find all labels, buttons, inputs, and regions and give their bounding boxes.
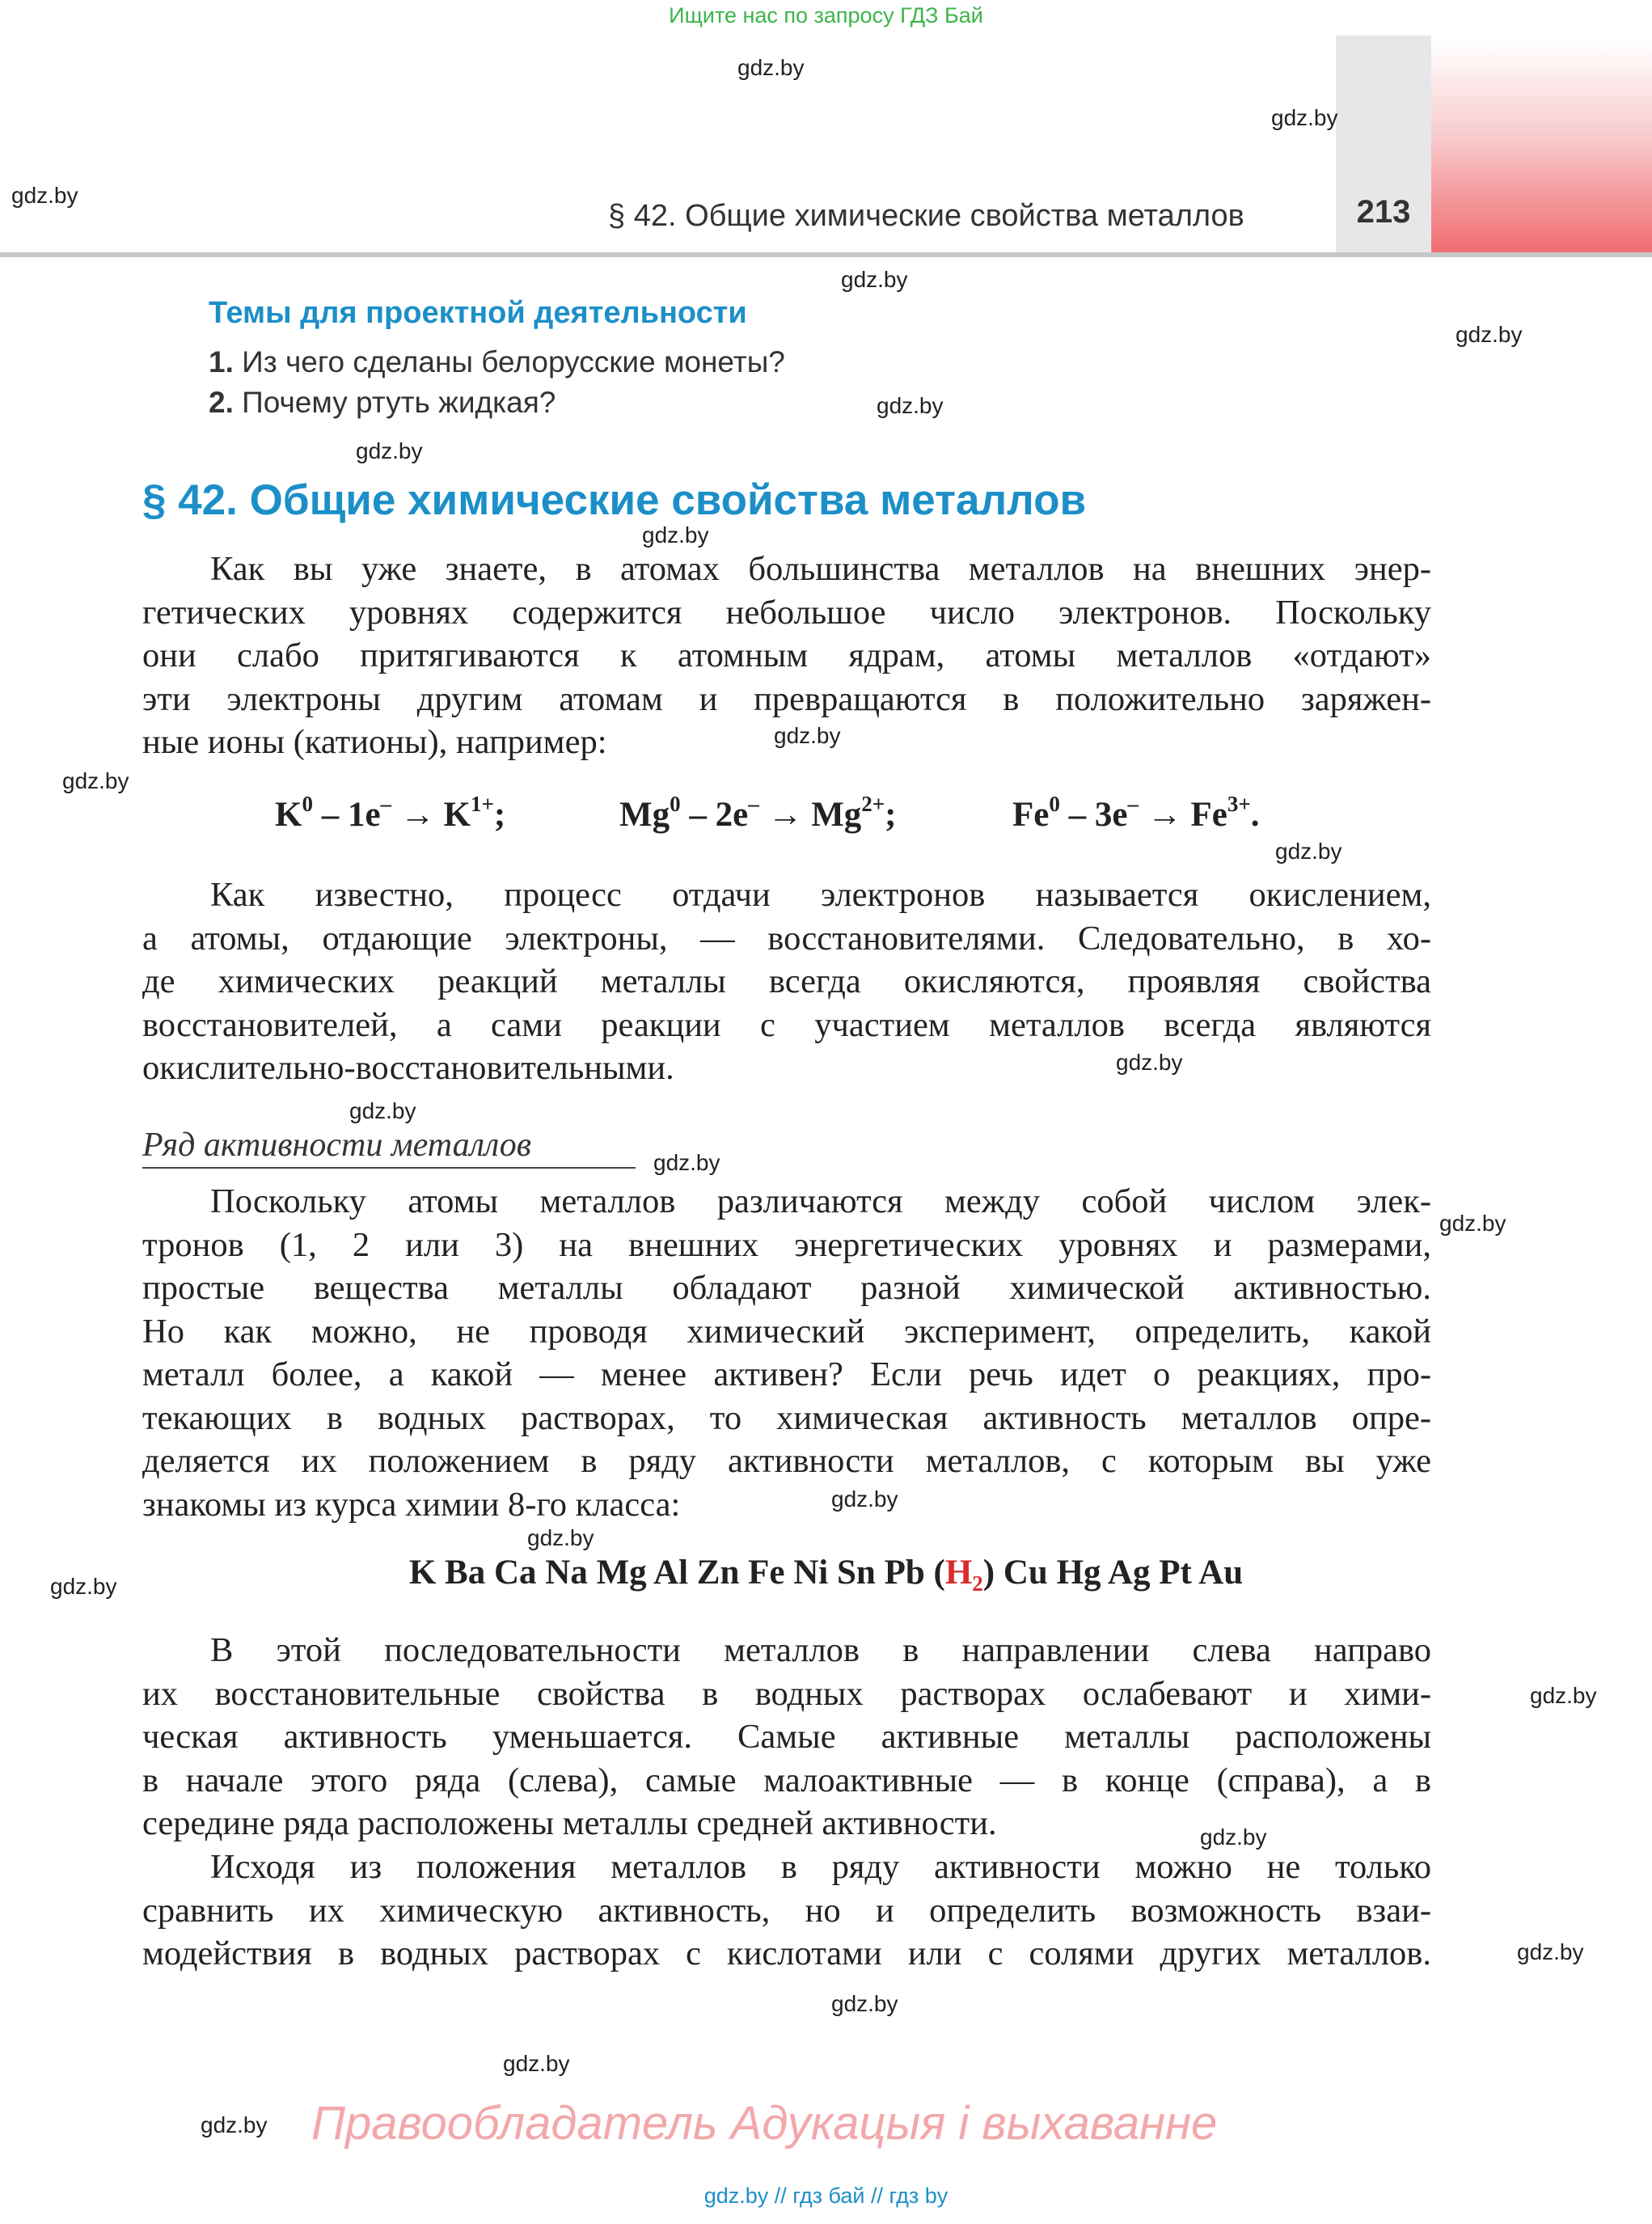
text-line: В этой последовательности металлов в направлении слева направо xyxy=(210,1631,1431,1669)
text-line: знакомы из курса химии 8-го класса: xyxy=(142,1485,681,1524)
watermark: gdz.by xyxy=(201,2112,268,2137)
text-line: восстановителей, а сами реакции с участием металлов всегда являются xyxy=(142,1005,1431,1044)
watermark: gdz.by xyxy=(642,522,709,548)
equation-potassium: $K^0 - 1e^- \to K^{1+}$; xyxy=(275,792,506,834)
text-line: сравнить их химическую активность, но и определить возможность взаи- xyxy=(142,1891,1431,1930)
watermark: gdz.by xyxy=(11,183,78,208)
text-line: Как вы уже знаете, в атомах большинства металлов на внешних энер- xyxy=(210,550,1431,588)
text-line: Но как можно, не проводя химический эксперимент, определить, какой xyxy=(142,1312,1431,1351)
watermark: gdz.by xyxy=(1200,1824,1267,1850)
text-line: в начале этого ряда (слева), самые малоактивные — в конце (справа), а в xyxy=(142,1761,1431,1799)
text-line: середине ряда расположены металлы средней активности. xyxy=(142,1804,997,1842)
watermark: gdz.by xyxy=(774,723,841,748)
equation-magnesium: $Mg^0 - 2e^- \to Mg^{2+}$; xyxy=(619,792,897,834)
project-topic-text: Почему ртуть жидкая? xyxy=(242,386,556,419)
footer-links[interactable]: gdz.by // гдз бай // гдз by xyxy=(703,2184,949,2208)
watermark: gdz.by xyxy=(841,267,908,292)
activity-series: K Ba Ca Na Mg Al Zn Fe Ni Sn Pb $(H_2)$ Cu Hg Ag Pt Au xyxy=(408,1554,1244,1596)
text-line: модействия в водных растворах с кислотами или с солями других металлов. xyxy=(142,1934,1431,1972)
text-line: простые вещества металлы обладают разной химической активностью. xyxy=(142,1269,1431,1307)
watermark: gdz.by xyxy=(1275,839,1342,864)
text-line: металл более, а какой — менее активен? Если речь идет о реакциях, про- xyxy=(142,1355,1431,1393)
text-line: Как известно, процесс отдачи электронов называется окислением, xyxy=(210,876,1431,914)
watermark: gdz.by xyxy=(1517,1939,1584,1964)
subheading-underline xyxy=(142,1167,636,1169)
section-title: § 42. Общие химические свойства металлов xyxy=(142,476,1087,524)
text-line: окислительно-восстановительными. xyxy=(142,1049,674,1087)
subheading-activity-series: Ряд активности металлов xyxy=(142,1127,531,1164)
watermark: gdz.by xyxy=(1439,1211,1506,1236)
text-line: деляется их положением в ряду активности металлов, с которым вы уже xyxy=(142,1442,1431,1480)
text-line: гетических уровнях содержится небольшое число электронов. Поскольку xyxy=(142,593,1431,632)
watermark: gdz.by xyxy=(527,1525,594,1550)
watermark: gdz.by xyxy=(653,1150,720,1175)
running-header-title: § 42. Общие химические свойства металлов xyxy=(608,199,1244,233)
project-topic-number: 2. xyxy=(209,386,234,419)
text-line: де химических реакций металлы всегда окисляются, проявляя свойства xyxy=(142,962,1431,1000)
paragraph-series-explanation xyxy=(142,1629,1431,1846)
project-topic-item xyxy=(209,386,556,420)
copyright-notice: Правообладатель Адукацыя і выхаванне xyxy=(311,2097,1218,2150)
equation-iron: $Fe^0 - 3e^- \to Fe^{3+}$. xyxy=(1012,792,1260,834)
text-line: текающих в водных растворах, то химическая активность металлов опре- xyxy=(142,1398,1431,1437)
text-line: ные ионы (катионы), например: xyxy=(142,723,607,761)
watermark: gdz.by xyxy=(1116,1050,1183,1075)
text-line: эти электроны другим атомам и превращаются в положительно заряжен- xyxy=(142,679,1431,718)
watermark: gdz.by xyxy=(1456,322,1523,347)
project-topic-item xyxy=(209,345,785,379)
top-banner[interactable]: Ищите нас по запросу ГДЗ Бай xyxy=(669,3,983,27)
text-line: а атомы, отдающие электроны, — восстановителями. Следовательно, в хо- xyxy=(142,919,1431,958)
watermark: gdz.by xyxy=(50,1574,117,1599)
watermark: gdz.by xyxy=(831,1486,898,1512)
watermark: gdz.by xyxy=(356,438,423,463)
text-line: Исходя из положения металлов в ряду активности можно не только xyxy=(210,1848,1431,1886)
paragraph-reactions xyxy=(142,1846,1431,1976)
paragraph-oxidation xyxy=(142,873,1431,1090)
watermark: gdz.by xyxy=(1530,1683,1597,1708)
watermark: gdz.by xyxy=(737,55,805,80)
header-divider xyxy=(0,252,1652,257)
watermark: gdz.by xyxy=(877,393,944,418)
watermark: gdz.by xyxy=(349,1098,416,1123)
text-line: Поскольку атомы металлов различаются между собой числом элек- xyxy=(210,1182,1431,1220)
hydrogen-symbol: $H_2$ xyxy=(944,1554,983,1596)
watermark: gdz.by xyxy=(1271,105,1338,130)
text-line: ческая активность уменьшается. Самые активные металлы расположены xyxy=(142,1718,1431,1756)
project-topic-text: Из чего сделаны белорусские монеты? xyxy=(242,345,785,378)
text-line: тронов (1, 2 или 3) на внешних энергетических уровнях и размерами, xyxy=(142,1225,1431,1264)
watermark: gdz.by xyxy=(503,2051,570,2076)
project-topics-title: Темы для проектной деятельности xyxy=(209,296,747,330)
watermark: gdz.by xyxy=(831,1991,898,2016)
project-topic-number: 1. xyxy=(209,345,234,378)
text-line: они слабо притягиваются к атомным ядрам, атомы металлов «отдают» xyxy=(142,636,1431,674)
text-line: их восстановительные свойства в водных растворах ослабевают и хими- xyxy=(142,1674,1431,1713)
page-number: 213 xyxy=(1356,194,1411,230)
watermark: gdz.by xyxy=(62,768,129,793)
paragraph-activity xyxy=(142,1180,1431,1526)
corner-gradient xyxy=(1431,42,1652,257)
